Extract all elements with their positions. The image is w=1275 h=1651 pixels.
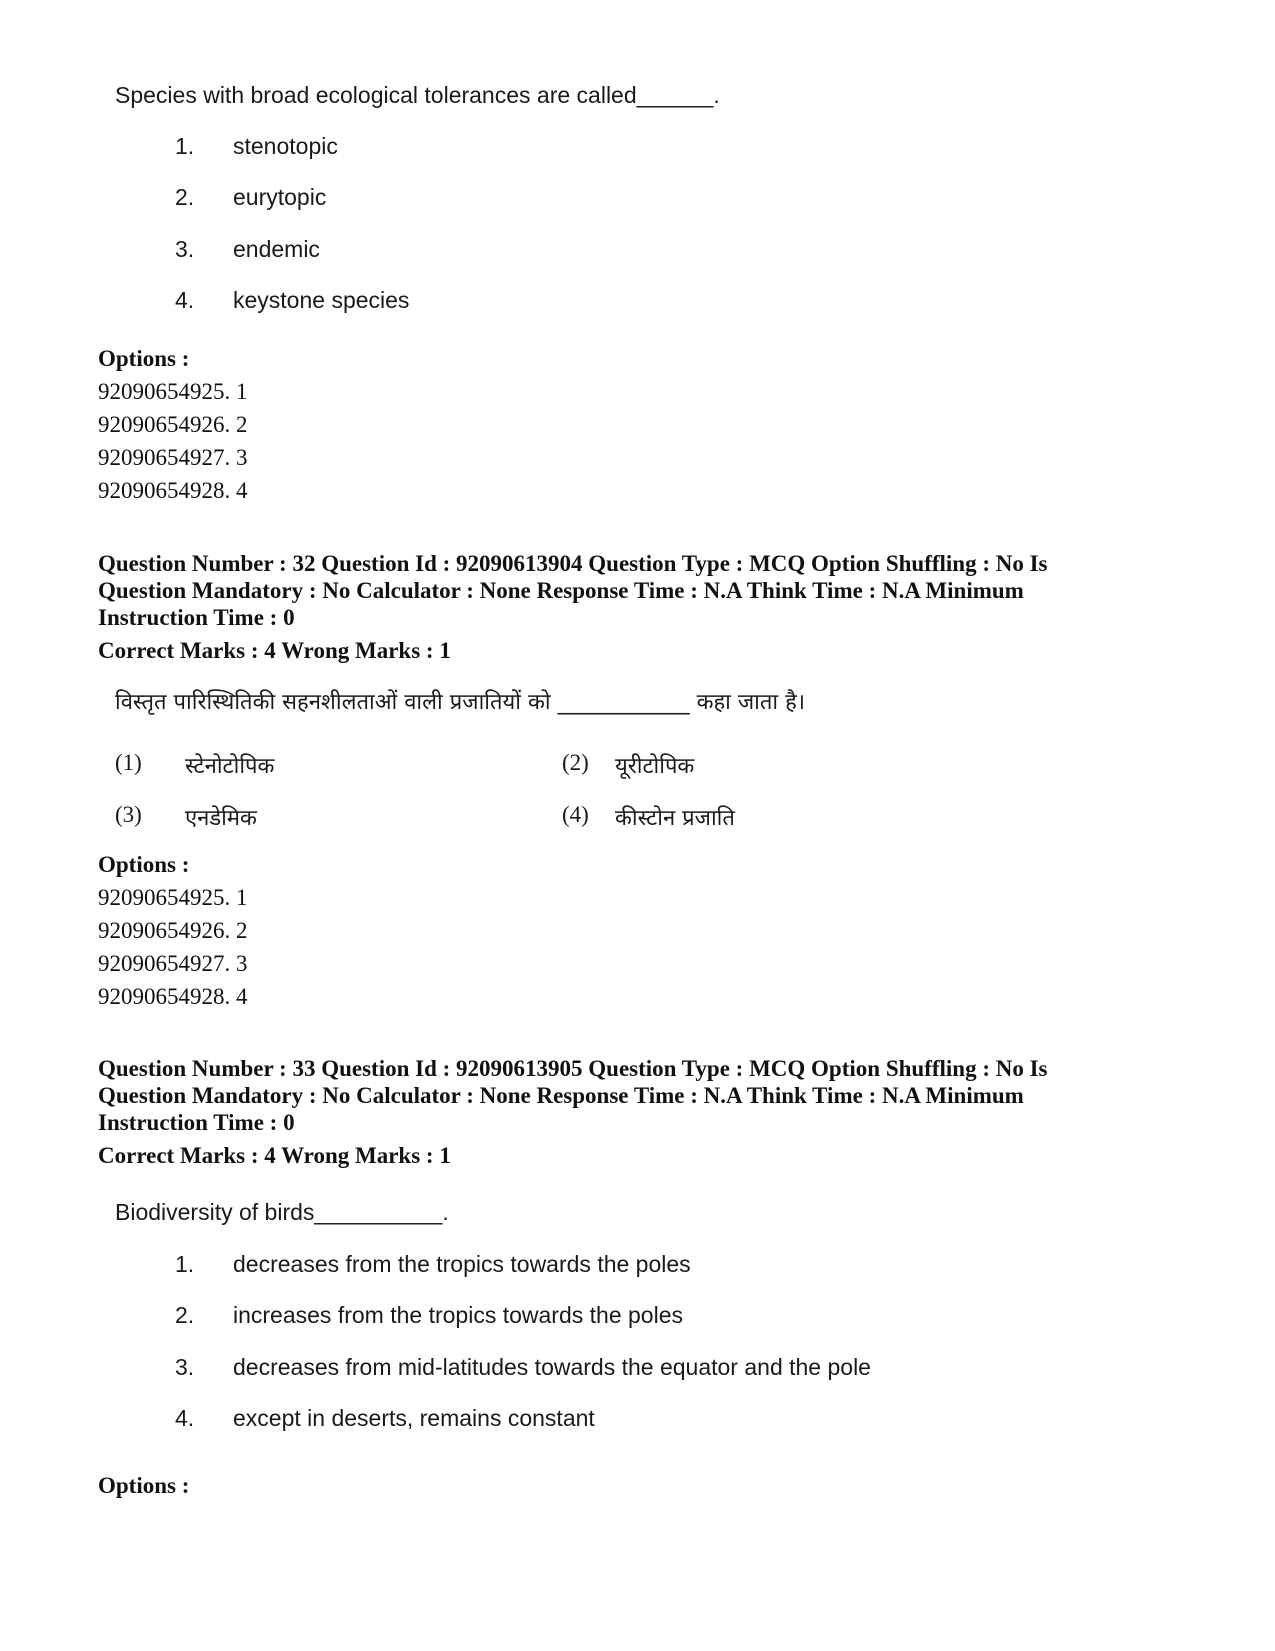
q31-choice-3-text: endemic [233, 236, 320, 262]
q33-marks: Correct Marks : 4 Wrong Marks : 1 [98, 1143, 451, 1168]
q33-meta-line-3: Instruction Time : 0 [98, 1110, 295, 1135]
q32-marks: Correct Marks : 4 Wrong Marks : 1 [98, 638, 451, 663]
q31-choice-2-num: 2. [175, 184, 195, 210]
q33-meta-line-2: Question Mandatory : No Calculator : None Response Time : N.A Think Time : N.A Minimum [98, 1083, 1024, 1108]
q31-options-label: Options : [98, 346, 190, 371]
q32-choice-1-num: (1) [115, 750, 142, 775]
q32-choice-3-num: (3) [115, 802, 142, 827]
q31-choice-4-num: 4. [175, 287, 195, 313]
q31-option-3: 92090654927. 3 [98, 445, 248, 470]
q32-choice-1-text: स्टेनोटोपिक [185, 754, 275, 779]
q33-stem: Biodiversity of birds__________. [115, 1199, 449, 1225]
q32-options-label: Options : [98, 852, 190, 877]
q31-option-1: 92090654925. 1 [98, 379, 248, 404]
q31-choice-1-num: 1. [175, 133, 195, 159]
q32-choice-2-num: (2) [562, 750, 589, 775]
q32-choice-2-text: यूरीटोपिक [615, 754, 695, 779]
q33-choice-4-num: 4. [175, 1405, 195, 1431]
q32-choice-3-text: एनडेमिक [185, 806, 257, 831]
q33-choice-3-text: decreases from mid-latitudes towards the equator and the pole [233, 1354, 871, 1380]
q31-option-2: 92090654926. 2 [98, 412, 248, 437]
q32-stem [115, 686, 805, 716]
q31-stem: Species with broad ecological tolerances are called______. [115, 82, 720, 108]
q32-option-4: 92090654928. 4 [98, 984, 248, 1009]
q31-choice-1-text: stenotopic [233, 133, 338, 159]
q32-stem-blank: ____________ [557, 690, 690, 715]
q32-meta-line-3: Instruction Time : 0 [98, 605, 295, 630]
q33-choice-2-text: increases from the tropics towards the poles [233, 1302, 683, 1328]
q31-choice-3-num: 3. [175, 236, 195, 262]
q32-option-3: 92090654927. 3 [98, 951, 248, 976]
q33-options-label: Options : [98, 1473, 190, 1498]
q33-meta-line-1: Question Number : 33 Question Id : 92090613905 Question Type : MCQ Option Shuffling : No Is [98, 1056, 1048, 1081]
q32-stem-before: विस्तृत पारिस्थितिकी सहनशीलताओं वाली प्रजातियों को [115, 690, 551, 715]
q31-choice-2-text: eurytopic [233, 184, 327, 210]
q32-choice-4-text: कीस्टोन प्रजाति [615, 806, 735, 831]
q31-option-4: 92090654928. 4 [98, 478, 248, 503]
q32-meta-line-2: Question Mandatory : No Calculator : None Response Time : N.A Think Time : N.A Minimum [98, 578, 1024, 603]
q32-option-1: 92090654925. 1 [98, 885, 248, 910]
q33-choice-3-num: 3. [175, 1354, 195, 1380]
q32-stem-after: कहा जाता है। [696, 690, 806, 715]
q33-choice-1-num: 1. [175, 1251, 195, 1277]
q33-choice-1-text: decreases from the tropics towards the poles [233, 1251, 691, 1277]
q32-choice-4-num: (4) [562, 802, 589, 827]
q32-option-2: 92090654926. 2 [98, 918, 248, 943]
q33-choice-4-text: except in deserts, remains constant [233, 1405, 595, 1431]
q32-meta-line-1: Question Number : 32 Question Id : 92090613904 Question Type : MCQ Option Shuffling : No Is [98, 551, 1048, 576]
q33-choice-2-num: 2. [175, 1302, 195, 1328]
q31-choice-4-text: keystone species [233, 287, 410, 313]
